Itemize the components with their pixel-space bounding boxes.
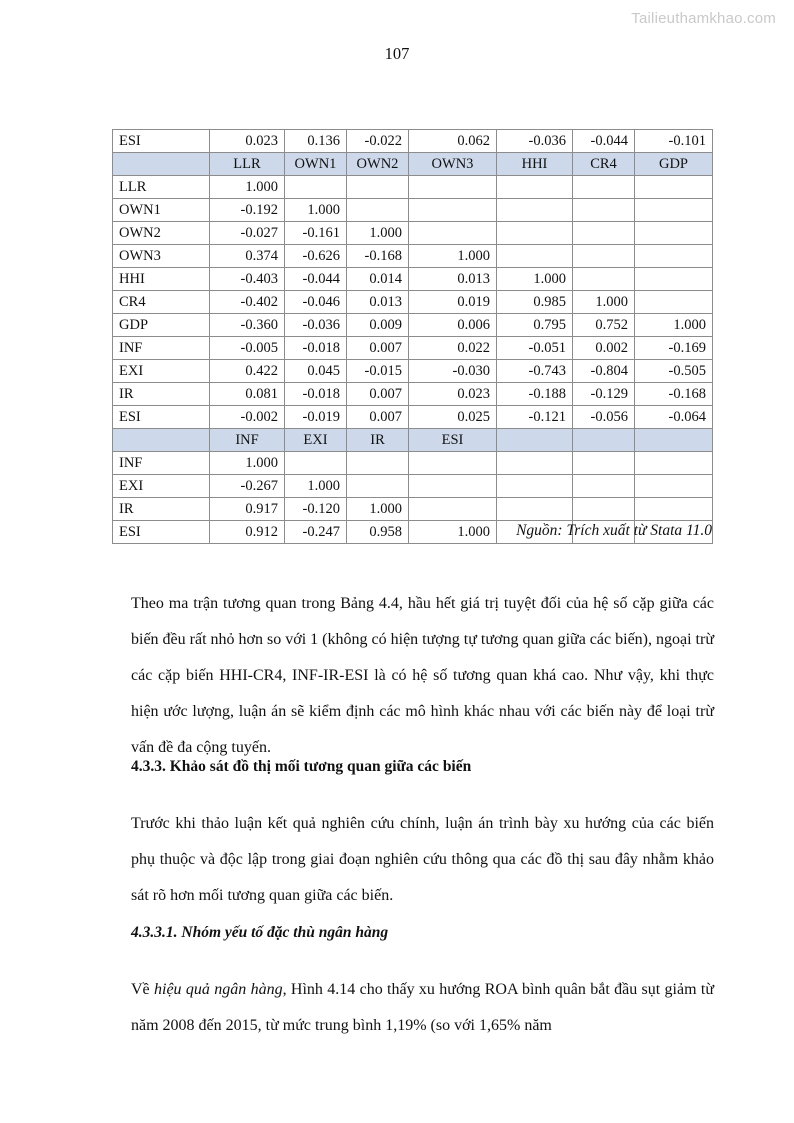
table-cell: -0.027 [210, 222, 285, 245]
table-cell: 0.025 [409, 406, 497, 429]
correlation-matrix-table [112, 129, 712, 544]
table-cell [635, 475, 713, 498]
table-cell: -0.002 [210, 406, 285, 429]
table-corr [112, 129, 713, 544]
table-cell: -0.247 [285, 521, 347, 544]
table-cell [635, 498, 713, 521]
table-cell: 1.000 [210, 176, 285, 199]
table-cell [409, 176, 497, 199]
table-cell: -0.030 [409, 360, 497, 383]
table-cell: -0.626 [285, 245, 347, 268]
row-label: IR [113, 383, 210, 406]
row-label: ESI [113, 130, 210, 153]
table-cell [497, 222, 573, 245]
column-header [497, 429, 573, 452]
table-cell [347, 452, 409, 475]
table-cell: -0.161 [285, 222, 347, 245]
table-row-exi-1-8 [113, 360, 713, 383]
table-cell: 1.000 [285, 199, 347, 222]
watermark-label: Tailieuthamkhao.com [631, 10, 776, 27]
table-cell: 0.022 [409, 337, 497, 360]
table-row-hhi-1-4 [113, 268, 713, 291]
table-cell [497, 176, 573, 199]
table-cell: 0.958 [347, 521, 409, 544]
table-cell [409, 452, 497, 475]
column-header: OWN2 [347, 153, 409, 176]
table-row-esi-continued [113, 130, 713, 153]
paragraph-graph-intro: Trước khi thảo luận kết quả nghiên cứu chính, luận án trình bày xu hướng của các biến phụ thuộc và độc lập trong giai đoạn nghiên cứu thông qua các đồ thị sau đây nhằm khảo sát rõ hơn mối tương quan giữa các biến. [131, 815, 714, 904]
table-cell: 1.000 [573, 291, 635, 314]
table-cell [409, 498, 497, 521]
row-label [113, 429, 210, 452]
table-row-inf-2-0 [113, 452, 713, 475]
table-cell: 0.023 [409, 383, 497, 406]
table-cell: -0.121 [497, 406, 573, 429]
table-cell: 1.000 [497, 268, 573, 291]
table-cell: -0.044 [573, 130, 635, 153]
table-cell [347, 475, 409, 498]
paragraph-lead: Về [131, 981, 154, 998]
table-row-ir-1-9 [113, 383, 713, 406]
table-cell [573, 245, 635, 268]
table-cell: 0.752 [573, 314, 635, 337]
table-cell [573, 199, 635, 222]
table-cell: 0.007 [347, 383, 409, 406]
table-cell: 0.013 [409, 268, 497, 291]
table-cell: -0.169 [635, 337, 713, 360]
table-cell: 1.000 [210, 452, 285, 475]
column-header: INF [210, 429, 285, 452]
column-header [635, 429, 713, 452]
table-cell: 0.006 [409, 314, 497, 337]
table-cell: 0.002 [573, 337, 635, 360]
paragraph-emphasis: hiệu quả ngân hàng [154, 981, 283, 998]
row-label [113, 153, 210, 176]
table-cell [635, 291, 713, 314]
row-label: ESI [113, 521, 210, 544]
table-cell: -0.036 [497, 130, 573, 153]
table-cell: -0.360 [210, 314, 285, 337]
table-cell [409, 199, 497, 222]
row-label: OWN1 [113, 199, 210, 222]
row-label: EXI [113, 475, 210, 498]
table-cell [635, 245, 713, 268]
table-cell [497, 199, 573, 222]
table-cell [573, 498, 635, 521]
table-cell: -0.505 [635, 360, 713, 383]
table-cell [635, 452, 713, 475]
table-cell: -0.056 [573, 406, 635, 429]
table-row-own1-1-1 [113, 199, 713, 222]
heading-4-3-3-1: 4.3.3.1. Nhóm yếu tố đặc thù ngân hàng [131, 924, 389, 941]
table-cell [347, 176, 409, 199]
table-row-esi-1-10 [113, 406, 713, 429]
heading-4-3-3: 4.3.3. Khảo sát đồ thị mối tương quan giữa các biến [131, 758, 472, 775]
table-cell [635, 222, 713, 245]
table-cell: 0.422 [210, 360, 285, 383]
table-cell: 1.000 [635, 314, 713, 337]
table-cell: -0.044 [285, 268, 347, 291]
table-cell [635, 268, 713, 291]
table-cell: -0.036 [285, 314, 347, 337]
row-label: IR [113, 498, 210, 521]
table-row-cr4-1-5 [113, 291, 713, 314]
table-row-own2-1-2 [113, 222, 713, 245]
table-row-inf-1-7 [113, 337, 713, 360]
table-cell: -0.120 [285, 498, 347, 521]
table-cell: 0.045 [285, 360, 347, 383]
column-header: HHI [497, 153, 573, 176]
table-cell: 1.000 [409, 521, 497, 544]
table-row-llr-1-0 [113, 176, 713, 199]
table-cell: -0.015 [347, 360, 409, 383]
table-cell: -0.804 [573, 360, 635, 383]
row-label: OWN2 [113, 222, 210, 245]
table-cell: -0.051 [497, 337, 573, 360]
table-cell: -0.064 [635, 406, 713, 429]
table-cell: -0.267 [210, 475, 285, 498]
table-cell [573, 222, 635, 245]
table-cell: -0.101 [635, 130, 713, 153]
table-source-note: Nguồn: Trích xuất từ Stata 11.0 [516, 522, 712, 539]
table-cell [285, 176, 347, 199]
table-cell: -0.129 [573, 383, 635, 406]
paragraph-correlation-discussion: Theo ma trận tương quan trong Bảng 4.4, hầu hết giá trị tuyệt đối của hệ số cặp giữa các biến đều rất nhỏ hơn so với 1 (không có hiện tượng tự tương quan giữa các biến), ngoại trừ các cặp biến HHI-CR4, INF-IR-ESI là có hệ số tương quan khá cao. Như vậy, khi thực hiện ước lượng, luận án sẽ kiểm định các mô hình khác nhau với các biến này để loại trừ vấn đề đa cộng tuyến. [131, 595, 714, 756]
table-cell [635, 176, 713, 199]
table-cell: -0.019 [285, 406, 347, 429]
row-label: LLR [113, 176, 210, 199]
table-cell: 0.007 [347, 406, 409, 429]
table-cell: 0.014 [347, 268, 409, 291]
table-cell: 0.007 [347, 337, 409, 360]
table-cell [573, 176, 635, 199]
table-cell: 1.000 [409, 245, 497, 268]
table-cell [285, 452, 347, 475]
row-label: ESI [113, 406, 210, 429]
table-row-own3-1-3 [113, 245, 713, 268]
table-cell: -0.018 [285, 337, 347, 360]
paragraph-rest: , Hình 4.14 cho thấy xu hướng ROA bình quân bắt đầu sụt giảm từ năm 2008 đến 2015, từ mức trung bình 1,19% (so với 1,65% năm [131, 981, 715, 1034]
table-cell [635, 199, 713, 222]
row-label: INF [113, 452, 210, 475]
column-header: LLR [210, 153, 285, 176]
table-cell: 0.013 [347, 291, 409, 314]
table-cell: 1.000 [347, 498, 409, 521]
table-cell [497, 475, 573, 498]
table-cell: 0.374 [210, 245, 285, 268]
table-row-ir-2-2 [113, 498, 713, 521]
table-row-gdp-1-6 [113, 314, 713, 337]
table-cell: -0.018 [285, 383, 347, 406]
table-cell: 0.009 [347, 314, 409, 337]
table-cell [573, 475, 635, 498]
row-label: CR4 [113, 291, 210, 314]
table-cell: 1.000 [285, 475, 347, 498]
table-cell [573, 452, 635, 475]
table-row-exi-2-1 [113, 475, 713, 498]
table-cell [347, 199, 409, 222]
table-cell: 0.019 [409, 291, 497, 314]
table-cell [409, 475, 497, 498]
table-cell: 0.081 [210, 383, 285, 406]
paragraph-bank-efficiency [131, 972, 714, 1044]
column-header: GDP [635, 153, 713, 176]
column-header: IR [347, 429, 409, 452]
table-cell: -0.403 [210, 268, 285, 291]
row-label: GDP [113, 314, 210, 337]
table-cell: 0.062 [409, 130, 497, 153]
table-cell: -0.192 [210, 199, 285, 222]
table-cell: -0.188 [497, 383, 573, 406]
table-cell: 0.917 [210, 498, 285, 521]
table-cell [409, 222, 497, 245]
table-cell: -0.743 [497, 360, 573, 383]
row-label: INF [113, 337, 210, 360]
row-label: HHI [113, 268, 210, 291]
column-header: OWN3 [409, 153, 497, 176]
table-cell: -0.005 [210, 337, 285, 360]
page-number: 107 [384, 44, 410, 63]
column-header: EXI [285, 429, 347, 452]
table-header-row-2 [113, 429, 713, 452]
column-header: CR4 [573, 153, 635, 176]
row-label: OWN3 [113, 245, 210, 268]
table-cell: -0.022 [347, 130, 409, 153]
table-cell: 0.912 [210, 521, 285, 544]
column-header [573, 429, 635, 452]
row-label: EXI [113, 360, 210, 383]
table-cell: -0.046 [285, 291, 347, 314]
table-cell: -0.168 [347, 245, 409, 268]
table-cell: 1.000 [347, 222, 409, 245]
table-cell: -0.168 [635, 383, 713, 406]
table-header-row-1 [113, 153, 713, 176]
table-cell: 0.136 [285, 130, 347, 153]
table-cell [497, 498, 573, 521]
table-cell [497, 245, 573, 268]
table-cell [573, 268, 635, 291]
column-header: OWN1 [285, 153, 347, 176]
table-cell: 0.023 [210, 130, 285, 153]
table-cell [497, 452, 573, 475]
table-cell: -0.402 [210, 291, 285, 314]
column-header: ESI [409, 429, 497, 452]
table-cell: 0.795 [497, 314, 573, 337]
table-cell: 0.985 [497, 291, 573, 314]
